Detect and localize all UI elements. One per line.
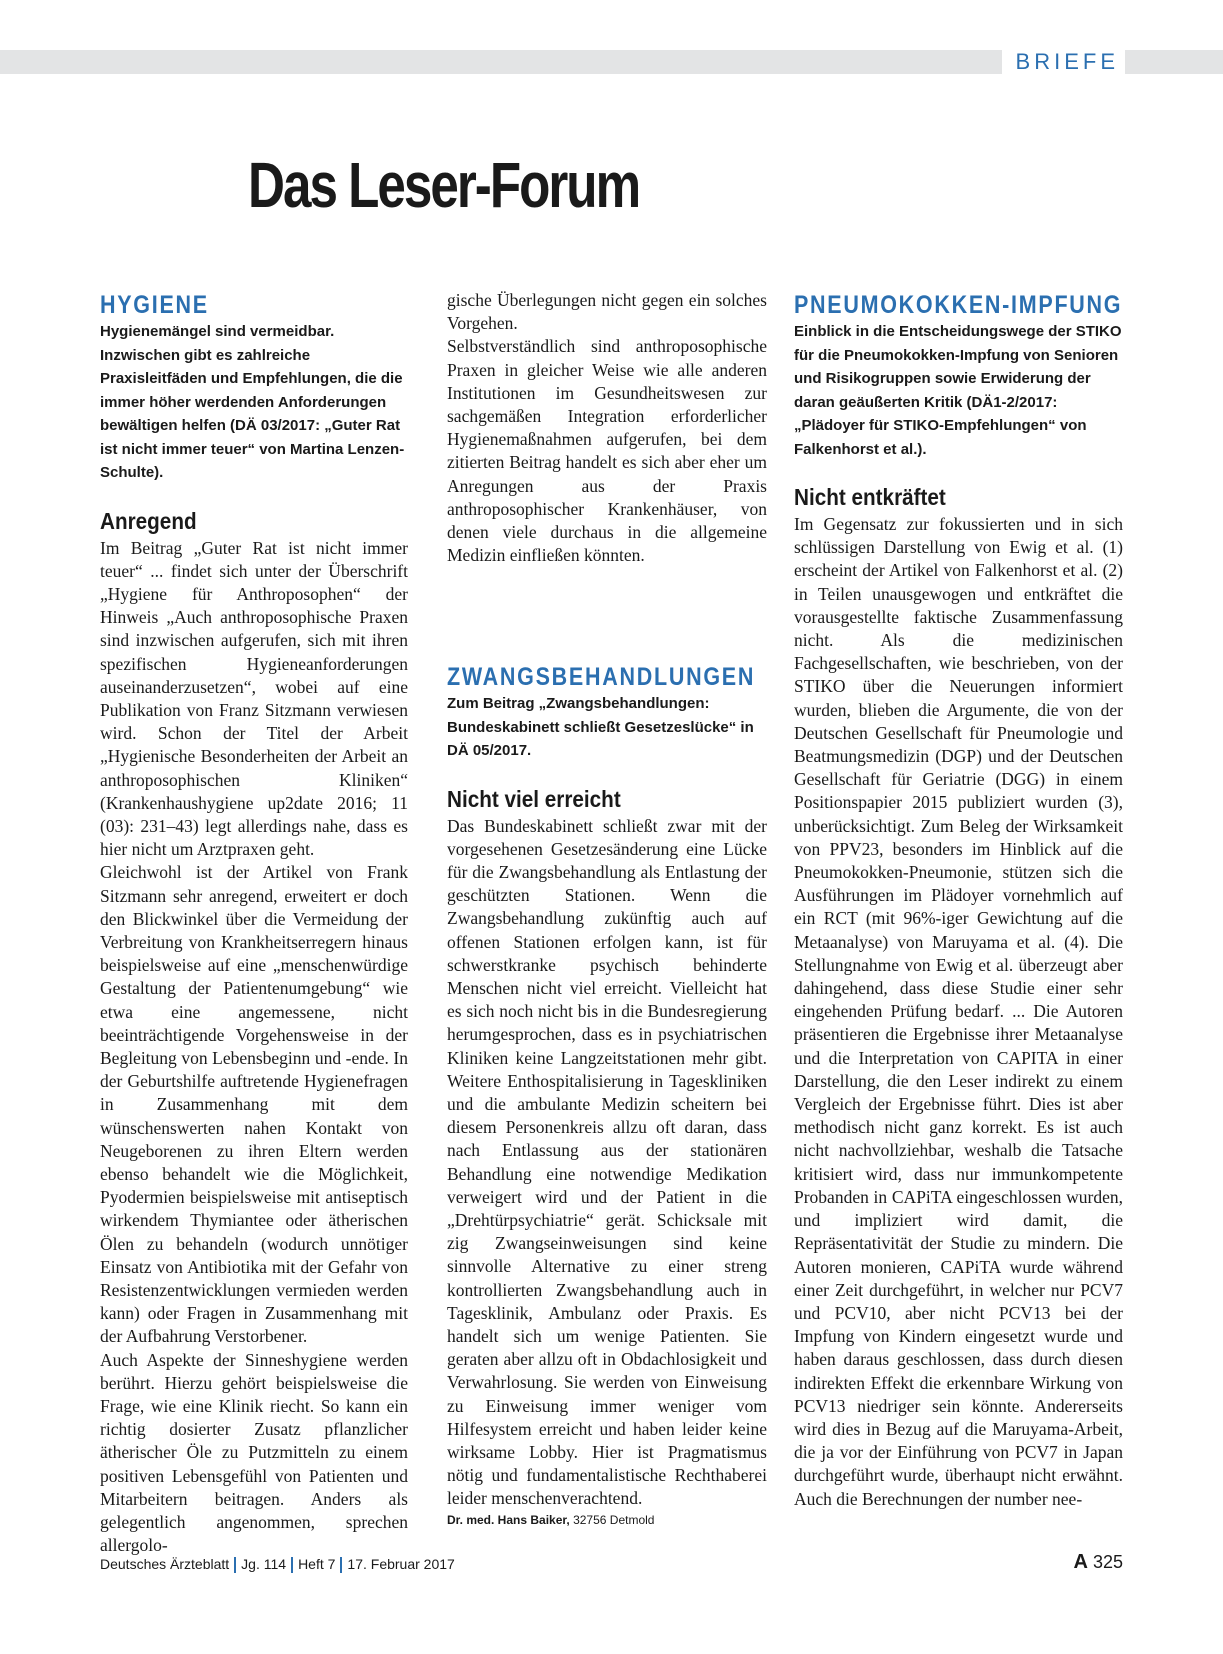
page-number-value: 325 bbox=[1092, 1552, 1123, 1572]
headline-nicht-viel-erreicht: Nicht viel erreicht bbox=[447, 785, 621, 812]
page-title: Das Leser-Forum bbox=[248, 149, 640, 221]
rubric-zwangsbehandlungen: ZWANGSBEHANDLUNGEN bbox=[447, 663, 756, 691]
footer-separator bbox=[234, 1557, 236, 1573]
footer-citation bbox=[100, 1556, 455, 1573]
section-label: BRIEFE bbox=[1002, 47, 1125, 77]
paragraph: Das Bundeskabinett schließt zwar mit der vorgesehenen Gesetzesänderung eine Lücke für die Zwangsbehandlung als Entlastung der geschützten Stationen. Wenn die Zwangsbehandlung zukünftig auch auf offenen Stationen erfolgen kann, ist für schwerstkranke psychisch behinderte Menschen nicht viel erreicht. Vielleicht hat es sich noch nicht bis in die Bundesregierung herumgesprochen, dass es in psychiatrischen Kliniken keine Langzeitstationen mehr gibt. Weitere Enthospitalisierung in Tageskliniken und die ambulante Medizin scheitern bei diesem Personenkreis allzu oft daran, dass nach Entlassung aus der stationären Behandlung eine notwendige Medikation verweigert wird und der Patient in die „Drehtürpsychiatrie“ gerät. Schicksale mit zig Zwangseinweisungen sind keine sinnvolle Alternative zu einer streng kontrollierten Zwangsbehandlung auch in Tagesklinik, Ambulanz oder Praxis. Es handelt sich um wenige Patienten. Sie geraten aber allzu oft in Obdachlosigkeit und Verwahrlosung. Sie werden von Einweisung zu Einweisung immer weniger vom Hilfesystem erreicht und haben leider keine wirksame Lobby. Hier ist Pragmatismus nötig und fundamentalistische Rechthaberei leider menschenverachtend. bbox=[447, 815, 767, 1509]
author-place: 32756 Detmold bbox=[569, 1512, 655, 1527]
signature-zwangsbehandlungen bbox=[447, 1511, 767, 1530]
journal-date: 17. Februar 2017 bbox=[347, 1556, 455, 1572]
paragraph: Selbstverständlich sind anthroposophische Praxen in gleicher Weise wie alle anderen Institutionen im Gesundheitswesen zur sachgemäßen Integration erforderlicher Hygienemaßnahmen aufgerufen, bei dem zitierten Beitrag handelt es sich aber eher um Anregungen aus der Praxis anthroposophischer Krankenhäuser, von denen viele durchaus in die allgemeine Medizin einfließen könnten. bbox=[447, 336, 767, 566]
journal-name: Deutsches Ärzteblatt bbox=[100, 1556, 230, 1572]
intro-hygiene: Hygienemängel sind vermeidbar. Inzwischen gibt es zahlreiche Praxisleitfäden und Empfehlungen, die die immer höher werdenden Anforderungen bewältigen helfen (DÄ 03/2017: „Guter Rat ist nicht immer teuer“ von Martina Lenzen-Schulte). bbox=[100, 323, 405, 481]
headline-anregend: Anregend bbox=[100, 507, 197, 534]
intro-zwangsbehandlungen: Zum Beitrag „Zwangsbehandlungen: Bundeskabinett schließt Gesetzeslücke“ in DÄ 05/2017. bbox=[447, 695, 754, 759]
journal-issue: Heft 7 bbox=[298, 1556, 336, 1572]
paragraph: gische Überlegungen nicht gegen ein solches Vorgehen. bbox=[447, 290, 767, 334]
headline-nicht-entkraeftet: Nicht entkräftet bbox=[794, 484, 946, 510]
author-name: Dr. med. Hans Baiker, bbox=[447, 1512, 570, 1527]
page-prefix: A bbox=[1073, 1551, 1088, 1573]
intro-pneumokokken: Einblick in die Entscheidungswege der STIKO für die Pneumokokken-Impfung von Senioren und Risikogruppen sowie Erwiderung der daran geäußerten Kritik (DÄ1-2/2017: „Plädoyer für STIKO-Empfehlungen“ von Falkenhorst et al.). bbox=[794, 323, 1122, 458]
column-middle bbox=[447, 289, 767, 567]
rubric-hygiene: HYGIENE bbox=[100, 291, 209, 319]
column-pneumokokken bbox=[794, 290, 1123, 1511]
column-zwangsbehandlungen bbox=[447, 662, 767, 1530]
journal-volume: Jg. 114 bbox=[241, 1556, 287, 1572]
footer-separator bbox=[340, 1557, 342, 1573]
column-hygiene bbox=[100, 290, 408, 1557]
paragraph: Gleichwohl ist der Artikel von Frank Sitzmann sehr anregend, erweitert er doch den Blickwinkel über die Vermeidung der Verbreitung von Krankheitserregern hinaus beispielsweise auf eine „menschenwürdige Gestaltung der Patientenumgebung“ wie etwa eine angemessene, nicht beeinträchtigende Vorgehensweise in der Begleitung von Lebensbeginn und -ende. In der Geburtshilfe auftretende Hygienefragen in Zusammenhang mit dem wünschenswerten nahen Kontakt von Neugeborenen zu ihren Eltern werden ebenso behandelt wie die Möglichkeit, Pyodermien beispielsweise mit antiseptisch wirkendem Thymiantee oder ätherischen Ölen zu behandeln (wodurch unnötiger Einsatz von Antibiotika mit der Gefahr von Resistenzentwicklungen vermieden werden kann) oder Fragen in Zusammenhang mit der Aufbahrung Verstorbener. bbox=[100, 862, 408, 1347]
paragraph: Auch Aspekte der Sinneshygiene werden berührt. Hierzu gehört beispielsweise die Frage, wie eine Klinik riecht. So kann ein richtig dosierter Zusatz pflanzlicher ätherischer Öle zu Putzmitteln zu einem positiven Lebensgefühl von Patienten und Mitarbeitern beitragen. Anders als gelegentlich angenommen, sprechen allergolo- bbox=[100, 1349, 408, 1556]
page-number bbox=[1073, 1551, 1123, 1574]
paragraph: Im Gegensatz zur fokussierten und in sich schlüssigen Darstellung von Ewig et al. (1) erscheint der Artikel von Falkenhorst et al. (2) in Teilen unausgewogen und entkräftet die vorausgestellte faktische Zusammenfassung nicht. Als die medizinischen Fachgesellschaften, wie beschrieben, von der STIKO über die Neuerungen informiert wurden, blieben die Argumente, die von der Deutschen Gesellschaft für Pneumologie und Beatmungsmedizin (DGP) und der Deutschen Gesellschaft für Geriatrie (DGG) in einem Positionspapier 2015 publiziert wurden (3), unberücksichtigt. Zum Beleg der Wirksamkeit von PPV23, besonders im Hinblick auf die Pneumokokken-Pneumonie, stützen sich die Ausführungen im Plädoyer vornehmlich auf ein RCT (mit 96%-iger Gewichtung auf die Metaanalyse) von Maruyama et al. (4). Die Stellungnahme von Ewig et al. überzeugt aber dahingehend, dass diese Studie einer sehr eingehenden Prüfung bedarf. ... Die Autoren präsentieren die Ergebnisse ihrer Metaanalyse und die Interpretation von CAPITA in einer Darstellung, die den Leser indirekt zu einem Vergleich der Ergebnisse führt. Dies ist aber methodisch nicht ganz korrekt. Es ist auch nicht nachvollziehbar, weshalb die Tatsache kritisiert wird, dass nur immunkompetente Probanden in CAPiTA eingeschlossen wurden, und impliziert wird damit, die Repräsentativität der Studie zu mindern. Die Autoren monieren, CAPiTA wurde während einer Zeit durchgeführt, in welcher nur PCV7 und PCV10, aber nicht PCV13 bei der Impfung von Kindern eingesetzt wurde und haben daraus geschlossen, dass durch diesen indirekten Effekt die erkennbare Wirkung von PCV13 niedriger sein könnte. Andererseits wird dies in Bezug auf die Maruyama-Arbeit, die ja vor der Einführung von PCV7 in Japan durchgeführt wurde, überhaupt nicht erwähnt. Auch die Berechnungen der number nee- bbox=[794, 514, 1123, 1509]
rubric-pneumokokken: PNEUMOKOKKEN-IMPFUNG bbox=[794, 291, 1123, 319]
paragraph: Im Beitrag „Guter Rat ist nicht immer teuer“ ... findet sich unter der Überschrift „Hygiene für Anthroposophen“ der Hinweis „Auch anthroposophische Praxen sind inzwischen aufgerufen, sich mit ihren spezifischen Hygieneanforderungen auseinanderzusetzen“, wobei auf eine Publikation von Franz Sitzmann verwiesen wird. Schon der Titel der Arbeit „Hygienische Besonderheiten der Arbeit an anthroposophischen Kliniken“ (Krankenhaushygiene up2date 2016; 11 (03): 231–43) legt allerdings nahe, dass es hier nicht um Arztpraxen geht. bbox=[100, 537, 408, 860]
footer-separator bbox=[291, 1557, 293, 1573]
